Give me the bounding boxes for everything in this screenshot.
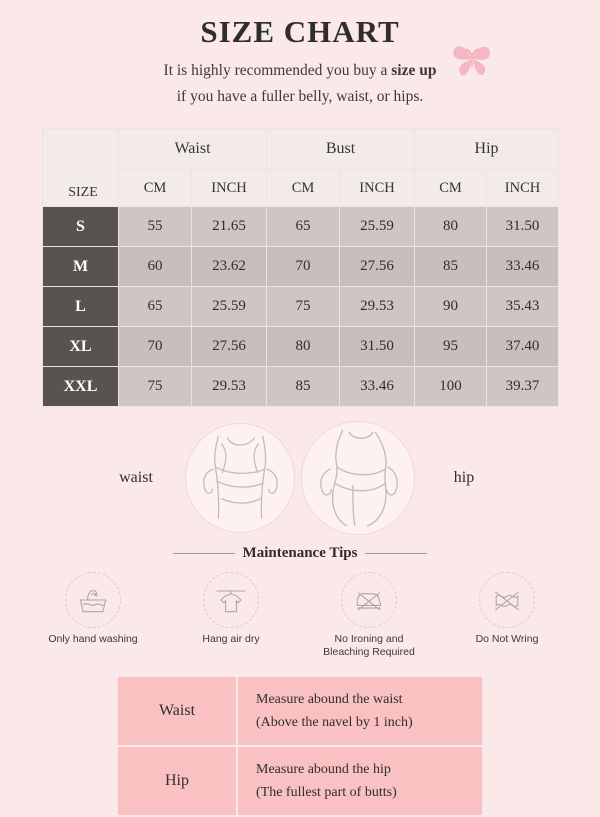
value-cell: 70: [119, 327, 192, 367]
table-row: [43, 207, 559, 247]
maintenance-item: [455, 572, 559, 646]
value-cell: 27.56: [192, 327, 267, 367]
do-not-wring-icon: [479, 572, 535, 628]
size-cell: L: [43, 287, 119, 327]
hang-dry-icon: [203, 572, 259, 628]
maintenance-caption-line1: Hang air dry: [202, 633, 260, 645]
value-cell: 80: [267, 327, 340, 367]
value-cell: 33.46: [340, 367, 415, 407]
table-header-group-hip: Hip: [415, 129, 559, 170]
table-header-unit-bust-inch: INCH: [340, 170, 415, 207]
divider-right: [365, 553, 427, 554]
value-cell: 95: [415, 327, 487, 367]
maintenance-caption: [41, 633, 145, 646]
maintenance-row: [0, 572, 600, 659]
table-header-unit-waist-inch: INCH: [192, 170, 267, 207]
maintenance-header: [0, 545, 600, 562]
value-cell: 33.46: [487, 247, 559, 287]
measure-guide-value: [236, 677, 482, 745]
table-header-groups: [43, 129, 559, 170]
measure-guide-line1: Measure abound the hip: [256, 762, 391, 777]
subtitle-line-1-pre: It is highly recommended you buy a: [163, 62, 392, 79]
measure-guide-row: [118, 747, 482, 817]
waist-measure-illustration: [185, 423, 295, 533]
maintenance-caption: [455, 633, 559, 646]
hand-wash-icon: [65, 572, 121, 628]
value-cell: 31.50: [487, 207, 559, 247]
value-cell: 80: [415, 207, 487, 247]
measure-guide: [118, 677, 482, 817]
table-row: [43, 327, 559, 367]
subtitle-line-1: [0, 58, 600, 84]
value-cell: 90: [415, 287, 487, 327]
value-cell: 35.43: [487, 287, 559, 327]
no-iron-no-bleach-icon: [341, 572, 397, 628]
table-header-unit-hip-cm: CM: [415, 170, 487, 207]
page-title: SIZE CHART: [200, 14, 400, 49]
divider-left: [173, 553, 235, 554]
maintenance-caption-line2: Bleaching Required: [323, 646, 415, 658]
subtitle-emphasis: size up: [391, 62, 437, 79]
value-cell: 100: [415, 367, 487, 407]
value-cell: 75: [119, 367, 192, 407]
size-cell: M: [43, 247, 119, 287]
table-row: [43, 287, 559, 327]
measure-guide-row: [118, 677, 482, 747]
subtitle-block: [0, 58, 600, 110]
measure-guide-key: Waist: [118, 677, 236, 745]
value-cell: 27.56: [340, 247, 415, 287]
size-cell: XXL: [43, 367, 119, 407]
table-row: [43, 247, 559, 287]
measure-guide-line2: (Above the navel by 1 inch): [256, 715, 413, 730]
maintenance-caption-line2: washing: [99, 633, 138, 645]
value-cell: 60: [119, 247, 192, 287]
measure-guide-line2: (The fullest part of butts): [256, 785, 397, 800]
value-cell: 85: [267, 367, 340, 407]
value-cell: 85: [415, 247, 487, 287]
maintenance-caption: [317, 633, 421, 659]
value-cell: 25.59: [340, 207, 415, 247]
illustration-label-hip: hip: [453, 469, 475, 486]
illustration-label-waist: waist: [119, 469, 153, 486]
measure-guide-key: Hip: [118, 747, 236, 815]
value-cell: 70: [267, 247, 340, 287]
value-cell: 37.40: [487, 327, 559, 367]
size-cell: S: [43, 207, 119, 247]
table-header-group-bust: Bust: [267, 129, 415, 170]
size-table-wrap: [42, 128, 558, 407]
value-cell: 21.65: [192, 207, 267, 247]
value-cell: 23.62: [192, 247, 267, 287]
butterfly-icon: [449, 36, 495, 82]
value-cell: 39.37: [487, 367, 559, 407]
value-cell: 31.50: [340, 327, 415, 367]
table-header-size: SIZE: [43, 129, 119, 207]
hip-measure-illustration: [301, 421, 415, 535]
value-cell: 29.53: [340, 287, 415, 327]
value-cell: 55: [119, 207, 192, 247]
value-cell: 65: [119, 287, 192, 327]
table-row: [43, 367, 559, 407]
maintenance-caption: [179, 633, 283, 646]
maintenance-caption-line1: Only hand: [48, 633, 97, 645]
maintenance-item: [317, 572, 421, 659]
illustration-row: [0, 421, 600, 535]
table-header-unit-waist-cm: CM: [119, 170, 192, 207]
size-table: [42, 128, 559, 407]
table-header-unit-hip-inch: INCH: [487, 170, 559, 207]
maintenance-title: Maintenance Tips: [242, 545, 358, 561]
maintenance-caption-line1: No Ironing and: [334, 633, 404, 645]
maintenance-item: [41, 572, 145, 646]
value-cell: 75: [267, 287, 340, 327]
size-cell: XL: [43, 327, 119, 367]
maintenance-item: [179, 572, 283, 646]
subtitle-line-2: if you have a fuller belly, waist, or hips.: [176, 88, 424, 105]
maintenance-caption-line1: Do Not Wring: [475, 633, 539, 645]
measure-guide-value: [236, 747, 482, 815]
table-header-units: [43, 170, 559, 207]
measure-guide-line1: Measure abound the waist: [256, 692, 403, 707]
table-header-group-waist: Waist: [119, 129, 267, 170]
table-header-unit-bust-cm: CM: [267, 170, 340, 207]
value-cell: 29.53: [192, 367, 267, 407]
value-cell: 65: [267, 207, 340, 247]
value-cell: 25.59: [192, 287, 267, 327]
